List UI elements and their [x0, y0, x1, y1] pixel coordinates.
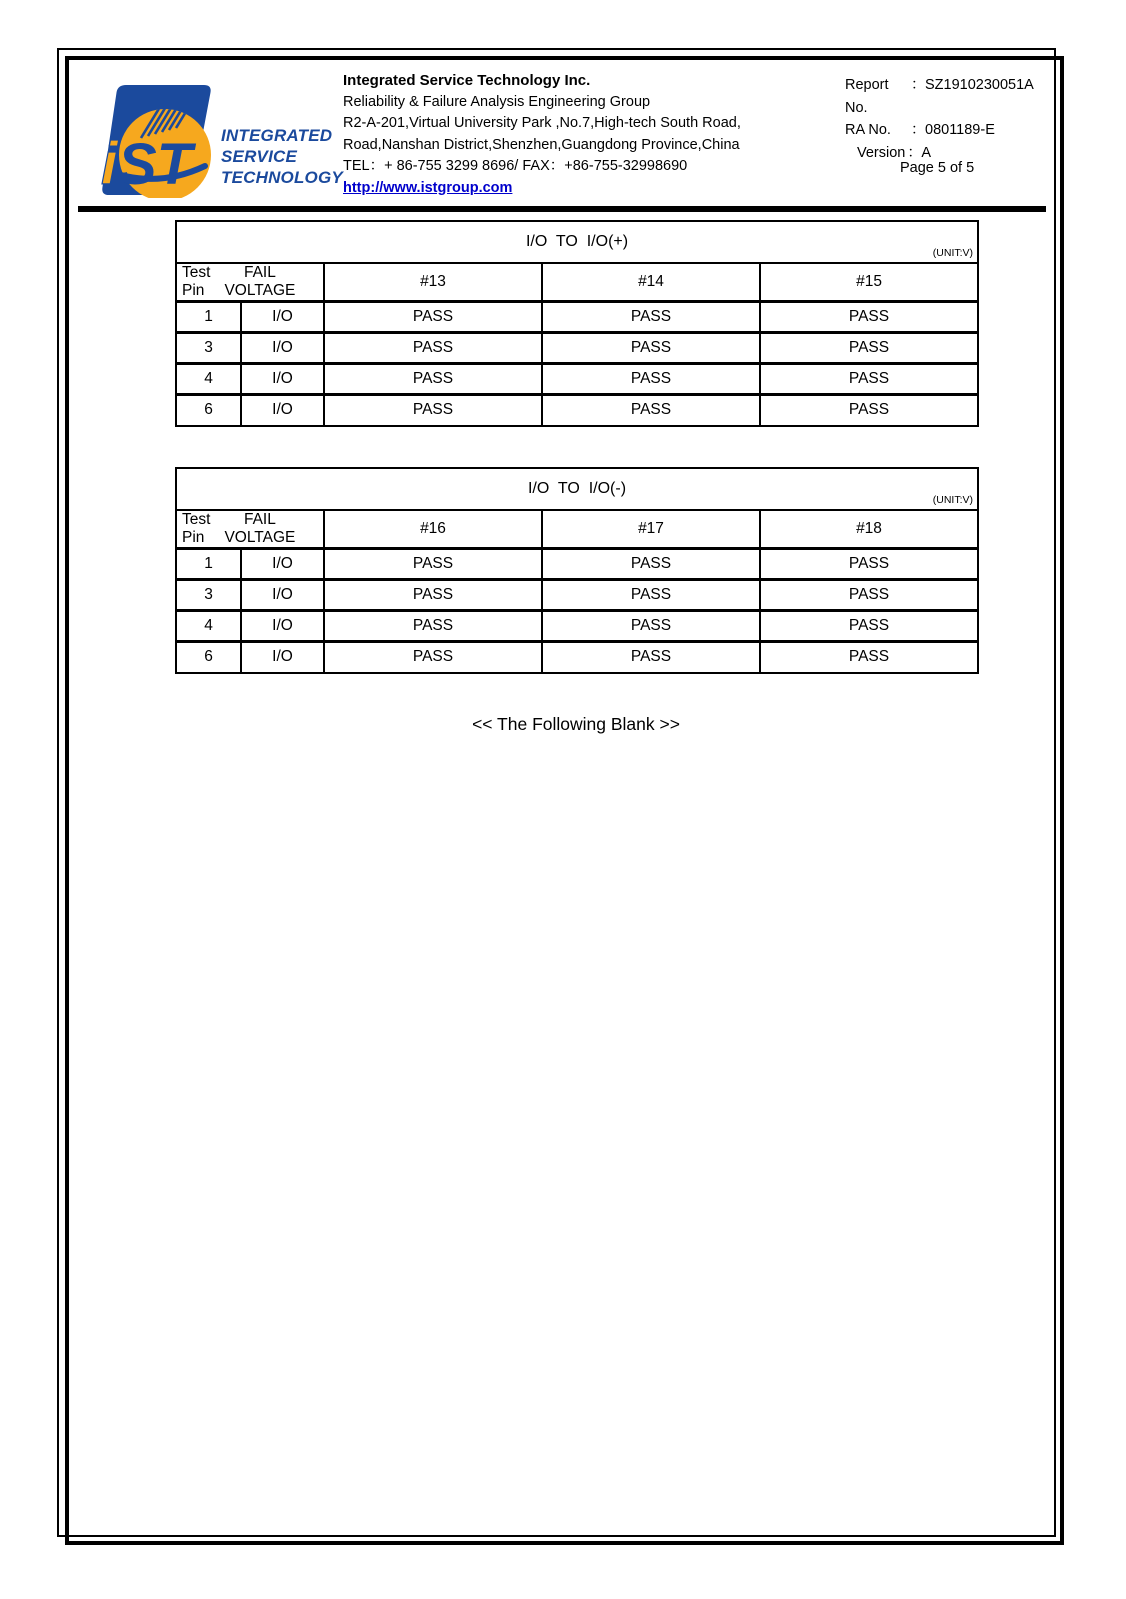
ra-no-row — [845, 119, 1034, 142]
result-cell: PASS — [848, 401, 890, 419]
pin-cell: 6 — [176, 395, 241, 426]
result-cell: PASS — [760, 333, 978, 364]
result-cell: PASS — [324, 611, 542, 642]
test-pin-fail-voltage-header — [176, 510, 324, 549]
result-cell: PASS — [542, 395, 760, 426]
test-pin-header: Test Pin — [182, 264, 211, 299]
logo-i: i — [101, 130, 118, 197]
table-row — [176, 549, 978, 580]
result-cell: PASS — [542, 580, 760, 611]
table-unit: (UNIT:V) — [932, 494, 973, 506]
result-cell: PASS — [760, 549, 978, 580]
result-cell: PASS — [542, 333, 760, 364]
logo-wordmark-line2: SERVICE — [221, 147, 298, 166]
table-row — [176, 642, 978, 673]
fail-voltage-cell: I/O — [241, 302, 324, 333]
company-name: Integrated Service Technology Inc. — [343, 72, 591, 89]
report-no-colon: ： — [911, 77, 926, 93]
result-cell: PASS — [542, 611, 760, 642]
result-cell: PASS — [324, 642, 542, 673]
sample-header: #13 — [324, 263, 542, 302]
pin-cell: 3 — [176, 333, 241, 364]
ra-no-value: 0801189-E — [925, 122, 995, 138]
report-no-label: Report No. — [845, 77, 889, 116]
pin-cell: 6 — [176, 642, 241, 673]
result-cell: PASS — [324, 580, 542, 611]
table-unit: (UNIT:V) — [932, 247, 974, 259]
fail-voltage-cell: I/O — [241, 580, 324, 611]
pin-cell: 4 — [176, 611, 241, 642]
table-title: I/O TO I/O(-) — [527, 480, 627, 497]
report-meta — [845, 74, 1034, 164]
logo-st: ST — [118, 132, 193, 197]
sample-header: #14 — [542, 263, 760, 302]
fail-voltage-cell: I/O — [241, 333, 324, 364]
fail-voltage-cell: I/O — [241, 611, 324, 642]
sample-header: #15 — [760, 263, 978, 302]
table-title-cell — [176, 468, 978, 510]
io-to-io-negative-table — [175, 467, 979, 674]
header-divider-rule — [78, 206, 1046, 212]
result-cell: PASS — [760, 611, 978, 642]
pin-cell: 1 — [176, 549, 241, 580]
result-cell: PASS — [324, 364, 542, 395]
test-pin-header: Test Pin — [182, 511, 211, 546]
result-cell: PASS — [324, 549, 542, 580]
table-title-row — [176, 468, 978, 510]
fail-voltage-header: FAIL VOLTAGE — [224, 264, 296, 299]
table-header-row — [176, 510, 978, 549]
company-website-link[interactable]: http://www.istgroup.com — [343, 179, 513, 196]
result-cell: PASS — [760, 580, 978, 611]
logo-wordmark — [221, 125, 343, 188]
version-colon: ： — [907, 144, 922, 161]
company-tel-fax: TEL：+ 86-755 3299 8696/ FAX：+86-755-32998690 — [343, 158, 688, 174]
company-address-line1: R2-A-201,Virtual University Park ,No.7,High-tech South Road, — [343, 115, 741, 131]
io-to-io-positive-table — [175, 220, 979, 427]
result-cell: PASS — [324, 395, 542, 426]
report-no-value: SZ1910230051A — [925, 77, 1034, 93]
ist-logo — [93, 80, 225, 198]
fail-voltage-cell: I/O — [241, 364, 324, 395]
company-group: Reliability & Failure Analysis Engineering Group — [343, 93, 651, 110]
result-cell: PASS — [760, 302, 978, 333]
result-cell: PASS — [324, 333, 542, 364]
page-number: Page 5 of 5 — [900, 160, 975, 176]
test-pin-fail-voltage-header — [176, 263, 324, 302]
report-no-row — [845, 74, 1034, 119]
pin-cell: 1 — [176, 302, 241, 333]
company-info — [343, 70, 823, 199]
pin-cell: 3 — [176, 580, 241, 611]
sample-header: #16 — [324, 510, 542, 549]
version-value: A — [921, 144, 932, 161]
result-cell: PASS — [542, 549, 760, 580]
table-title-row — [176, 221, 978, 263]
result-cell: PASS — [760, 364, 978, 395]
company-address-line2: Road,Nanshan District,Shenzhen,Guangdong Province,China — [343, 136, 740, 153]
table-row — [176, 302, 978, 333]
result-cell: PASS — [324, 302, 542, 333]
sample-header: #18 — [760, 510, 978, 549]
ra-no-label: RA No. — [845, 122, 891, 138]
pin-cell: 4 — [176, 364, 241, 395]
table-row — [176, 395, 978, 426]
result-cell: PASS — [542, 642, 760, 673]
fail-voltage-header: FAIL VOLTAGE — [224, 511, 296, 546]
fail-voltage-cell: I/O — [241, 642, 324, 673]
result-cell: PASS — [542, 364, 760, 395]
sample-header: #17 — [542, 510, 760, 549]
table-row — [176, 580, 978, 611]
following-blank-note: << The Following Blank >> — [472, 714, 680, 734]
table-title-cell — [176, 221, 978, 263]
logo-wordmark-line3: TECHNOLOGY — [221, 168, 343, 187]
version-label: Version — [857, 144, 906, 161]
table-header-row — [176, 263, 978, 302]
result-cell: PASS — [542, 302, 760, 333]
result-cell: PASS — [848, 648, 890, 666]
fail-voltage-cell: I/O — [241, 395, 324, 426]
table-row — [176, 364, 978, 395]
fail-voltage-cell: I/O — [241, 549, 324, 580]
ra-no-colon: ： — [911, 122, 926, 138]
logo-wordmark-line1: INTEGRATED — [221, 126, 333, 145]
table-row — [176, 611, 978, 642]
table-row — [176, 333, 978, 364]
table-title: I/O TO I/O(+) — [525, 233, 629, 250]
